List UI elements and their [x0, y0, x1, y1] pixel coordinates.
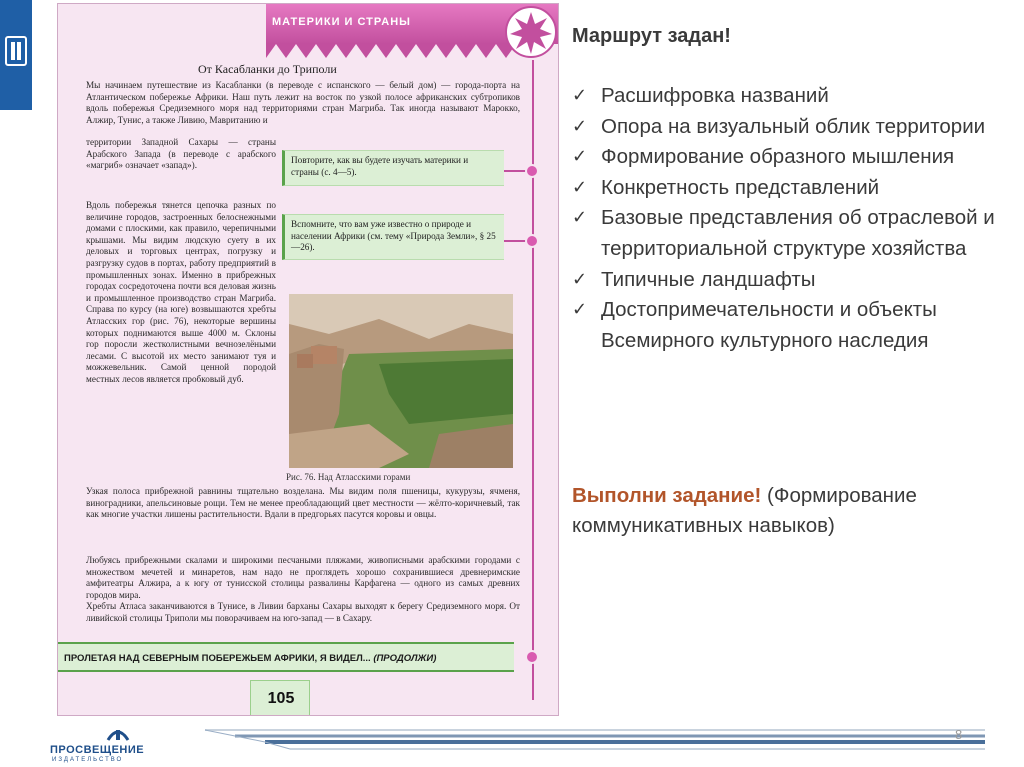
rail-dot	[525, 234, 539, 248]
paragraph-plain: Узкая полоса прибрежной равнины тщательно возделана. Мы видим поля пшеницы, кукурузы, ячменя, виноградники, апельсиновые рощи. Тем не менее преобладающий цвет местности — жёлто-коричневый, так как многие участки лишены растительности. Вдали в предгорьях пасутся коровы и овцы.	[86, 486, 520, 520]
rail-dot	[525, 650, 539, 664]
left-brand-strip	[0, 0, 32, 110]
footer-decoration	[0, 722, 1024, 767]
checkmark-icon: ✓	[572, 176, 588, 198]
publisher-subtitle: ИЗДАТЕЛЬСТВО	[52, 757, 124, 763]
task-strong: Выполни задание!	[572, 484, 762, 507]
slide-number: 8	[955, 727, 963, 742]
route-title: Маршрут задан!	[572, 25, 731, 47]
article-title: От Касабланки до Триполи	[198, 62, 337, 76]
task-bar	[58, 642, 514, 672]
checklist-item: ✓ Формирование образного мышления	[572, 142, 1012, 173]
publisher-logo-icon	[5, 36, 27, 66]
page-rail	[532, 60, 534, 700]
paragraph-coast: Вдоль побережья тянется цепочка разных по величине городов, застроенных белоснежными домами с плоскими, как правило, черепичными крышами. Мы видим людскую суету в их деловых и торговых центрах, погрузку и разгрузку судов в портах, работу предприятий в промышленных зонах. Именно в прибрежных городах сосредоточена почти вся деловая жизнь и промышленное производство стран Магриба. Справа по курсу (на юге) возвышаются хребты Атласских гор (рис. 76), некоторые вершины которых поднимаются выше 4000 м. Склоны гор поросли жестколистными вечнозелёными лесами. С высотой их место занимают туя и можжевельник. Самой ценной породой местных лесов является пробковый дуб.	[86, 200, 276, 384]
checklist	[572, 81, 1012, 356]
checkmark-icon: ✓	[572, 85, 588, 106]
page-number: 105	[267, 690, 295, 707]
task-bar-suffix: (ПРОДОЛЖИ)	[373, 653, 437, 664]
paragraph-intro: Мы начинаем путешествие из Касабланки (в переводе с испанского — белый дом) — города-порта на Атлантическом побережье Африки. Наш путь лежит на восток по узкой полосе африканских субтропиков вдоль побережья Средиземного моря над территориями стран Магриба. Так иногда называют Марокко, Алжир, Тунис, а также Ливию, Мавританию и	[86, 80, 520, 125]
checkmark-icon: ✓	[572, 268, 588, 290]
checkmark-icon: ✓	[572, 299, 588, 321]
page-number-box	[250, 680, 310, 716]
checklist-item: ✓ Конкретность представлений	[572, 173, 1012, 204]
note-repeat: Повторите, как вы будете изучать материки и страны (с. 4—5).	[282, 150, 504, 186]
paragraph-tripoli: Хребты Атласа заканчиваются в Тунисе, в Ливии барханы Сахары выходят к берегу Средиземного моря. От ливийской столицы Триполи мы поворачиваем на юго-запад — в Сахару.	[86, 601, 520, 623]
paragraph-cities: Любуясь прибрежными скалами и широкими песчаными пляжами, живописными арабскими городами с множеством мечетей и минаретов, нам надо не проглядеть хорошо сохранившиеся древнеримские амфитеатры Алжира, а к югу от тунисской столицы развалины Карфагена — одного из самых древних городов мира.	[86, 555, 520, 600]
checkmark-icon: ✓	[572, 115, 588, 137]
figure-caption: Рис. 76. Над Атласскими горами	[286, 472, 411, 482]
textbook-page	[57, 3, 559, 716]
publisher-name: ПРОСВЕЩЕНИЕ	[50, 744, 145, 756]
header-zigzag	[266, 44, 516, 60]
checkmark-icon: ✓	[572, 146, 588, 168]
task-rest: (Формирование коммуникативных навыков)	[572, 484, 917, 537]
checklist-item: ✓ Расшифровка названий	[572, 81, 1012, 112]
rail-dot	[525, 164, 539, 178]
checklist-item: ✓ Типичные ландшафты	[572, 265, 1012, 296]
checklist-item: ✓ Опора на визуальный облик территории	[572, 112, 1012, 143]
checkmark-icon: ✓	[572, 207, 588, 229]
star-icon	[505, 6, 557, 58]
paragraph-maghreb: территории Западной Сахары — страны Арабского Запада (в переводе с арабского «магриб» означает «запад»).	[86, 137, 276, 171]
task-bar-text: ПРОЛЕТАЯ НАД СЕВЕРНЫМ ПОБЕРЕЖЬЕМ АФРИКИ, Я ВИДЕЛ... (ПРОДОЛЖИ)	[64, 653, 437, 664]
section-header: МАТЕРИКИ И СТРАНЫ	[272, 16, 411, 28]
checklist-item: ✓ Достопримечательности и объекты Всемирного культурного наследия	[572, 295, 1012, 356]
note-recall: Вспомните, что вам уже известно о природе и населении Африки (см. тему «Природа Земли», § 25—26).	[282, 214, 504, 260]
task-text	[572, 481, 1012, 541]
checklist-item: ✓ Базовые представления об отраслевой и территориальной структуре хозяйства	[572, 203, 1012, 264]
atlas-mountains-photo	[289, 294, 513, 468]
publisher-mark-icon	[106, 724, 130, 742]
